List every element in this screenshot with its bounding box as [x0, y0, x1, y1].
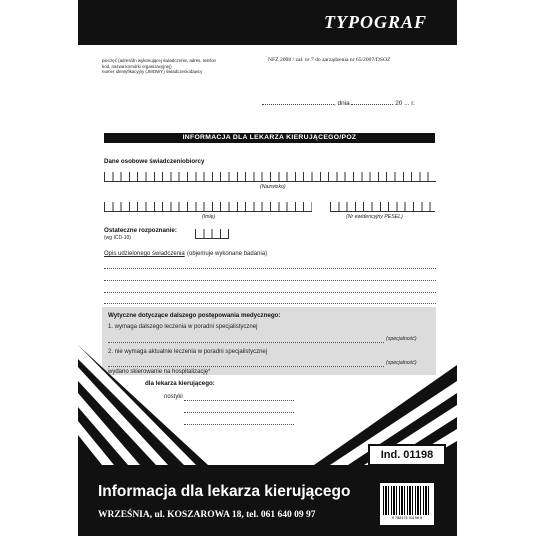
- barcode-number: 9 788174 01198 9: [391, 516, 423, 520]
- desc-line[interactable]: [104, 268, 436, 269]
- stamp-line: numer identyfikacyjny (JMOWY) świadczeniodawcy: [102, 69, 203, 75]
- stamp-area: [102, 58, 252, 75]
- diagnosis-sub: (wg ICD-10): [104, 235, 131, 241]
- stamp-line: pieczęć (adres/dn wykonującej świadczenie, adres, telefon: [102, 58, 216, 63]
- pesel-boxes[interactable]: [330, 202, 435, 212]
- name-boxes[interactable]: [104, 202, 312, 212]
- diagnostics-label: nostyki: [164, 394, 183, 400]
- service-desc-label: Opis udzielonego świadczenia: [104, 251, 185, 257]
- specialty-caption: (specjalność): [386, 336, 417, 342]
- surname-caption: (Nazwisko): [260, 184, 286, 190]
- diagnosis-label: Ostateczne rozpoznanie:: [104, 227, 177, 234]
- surname-boxes[interactable]: [104, 172, 436, 182]
- icd-boxes[interactable]: [195, 229, 229, 239]
- desc-line[interactable]: [104, 280, 436, 281]
- year-label: 20 ... r.: [395, 100, 415, 107]
- date-field[interactable]: [351, 98, 393, 105]
- service-desc-hint: (objemuje wykonane badania): [187, 251, 268, 257]
- section-title: INFORMACJA DLA LEKARZA KIERUJĄCEGO/POZ: [104, 133, 435, 143]
- date-label: , dnia: [334, 100, 350, 107]
- guideline-item: wydano skierowanie na hospitalizację*: [108, 369, 211, 375]
- info-doctor-label: dla lekarza kierującego:: [145, 380, 215, 387]
- date-line: [262, 98, 415, 107]
- brand-logo: TYPOGRAF: [323, 12, 427, 32]
- barcode: [380, 483, 434, 525]
- specialty-caption: (specjalność): [386, 360, 417, 366]
- guidelines-title: Wytyczne dotyczące dalszego postępowania medycznego:: [108, 312, 281, 319]
- publisher-address: WRZEŚNIA, ul. KOSZAROWA 18, tel. 061 640 09 97: [98, 510, 316, 520]
- personal-data-label: Dane osobowe świadczeniobiorcy: [104, 158, 205, 165]
- nfz-reference: NFZ 2008 / zał. nr 7 do zarządzenia nr 65/2007/DSOZ: [268, 57, 391, 63]
- form-sheet: [78, 0, 457, 536]
- bottom-title: Informacja dla lekarza kierującego: [98, 483, 351, 500]
- pesel-caption: (Nr ewidencyjny PESEL): [346, 214, 403, 220]
- place-field[interactable]: [262, 98, 334, 105]
- name-caption: (Imię): [202, 214, 216, 220]
- guideline-item: 2. nie wymaga aktualnie leczenia w poradni specjalistycznej: [108, 349, 268, 355]
- stamp-line: kod, nazwa komórki organizacyjnej): [102, 63, 172, 69]
- specialty-line[interactable]: [108, 342, 384, 343]
- barcode-bars: [383, 486, 431, 515]
- top-band: [78, 0, 457, 45]
- form-code: Ind. 01198: [368, 444, 446, 466]
- desc-line[interactable]: [104, 292, 436, 293]
- guideline-item: 1. wymaga dalszego leczenia w poradni specjalistycznej: [108, 324, 258, 330]
- desc-line[interactable]: [104, 303, 436, 304]
